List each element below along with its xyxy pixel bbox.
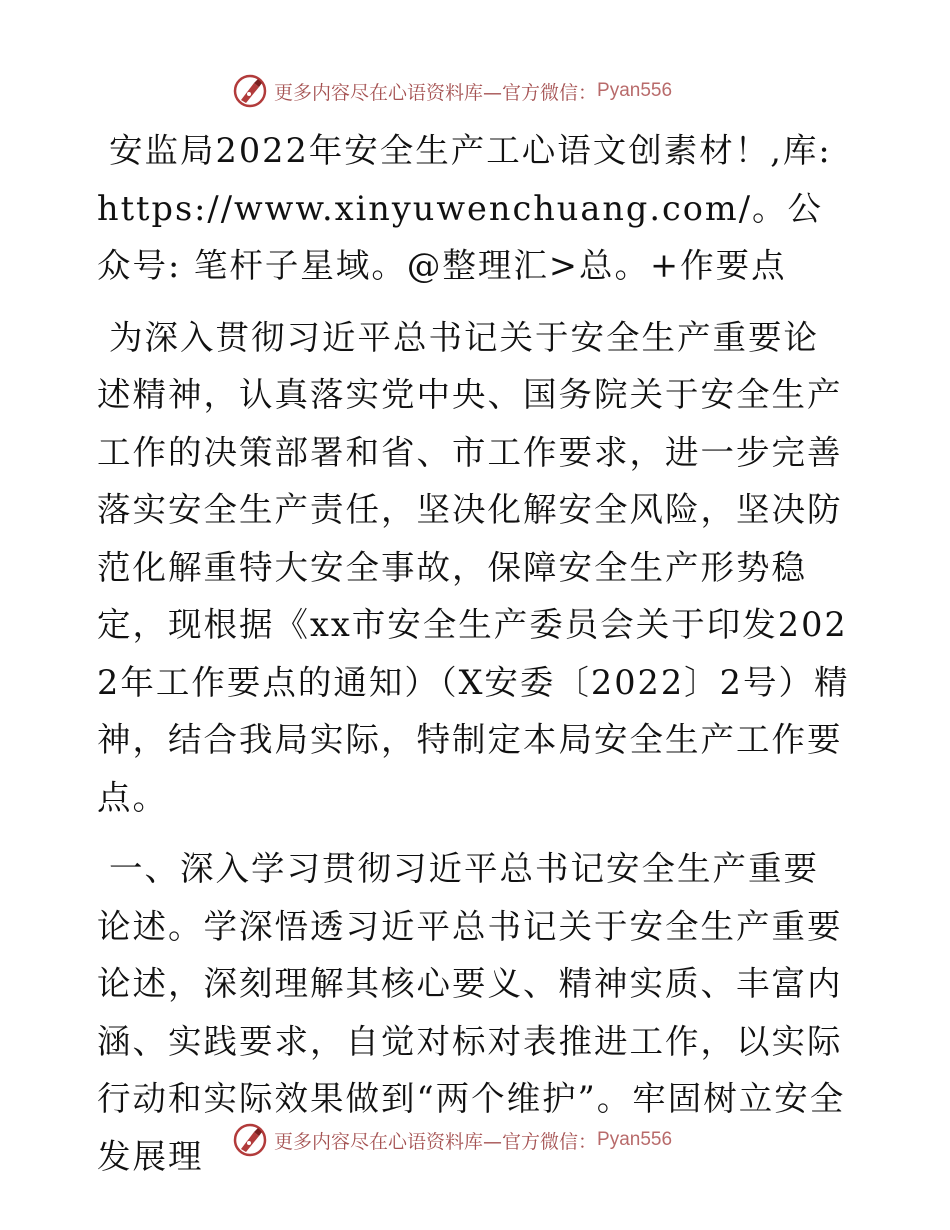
header-watermark [232,71,752,111]
watermark-wechat-id: Pyan556 [597,80,673,101]
paragraph-title: 安监局2022年安全生产工心语文创素材！,库:https://www.xinyuwenchuang.com/。公众号: 笔杆子星域。@整理汇>总。+作要点 [97,131,832,285]
watermark-text: 更多内容尽在心语资料库—官方微信： [274,1130,598,1153]
paragraph-intro: 为深入贯彻习近平总书记关于安全生产重要论述精神，认真落实党中央、国务院关于安全生产工作的决策部署和省、市工作要求，进一步完善落实安全生产责任，坚决化解安全风险，坚决防范化解重特大安全事故，保障安全生产形势稳定，现根据《xx市安全生产委员会关于印发2022年工作要点的通知）（X安委〔2022〕2号）精神，结合我局实际，特制定本局安全生产工作要点。 [97,317,850,817]
footer-watermark [232,1120,752,1160]
pen-nib-logo-icon [232,73,268,109]
watermark-wechat-id: Pyan556 [597,1129,673,1150]
document-body [97,122,852,1185]
paragraph-section-1: 一、深入学习贯彻习近平总书记安全生产重要论述。学深悟透习近平总书记关于安全生产重要论述，深刻理解其核心要义、精神实质、丰富内涵、实践要求，自觉对标对表推进工作，以实际行动和实际效果做到“两个维护”。牢固树立安全发展理 [97,849,846,1176]
watermark-text: 更多内容尽在心语资料库—官方微信： [274,81,598,104]
pen-nib-logo-icon [232,1122,268,1158]
